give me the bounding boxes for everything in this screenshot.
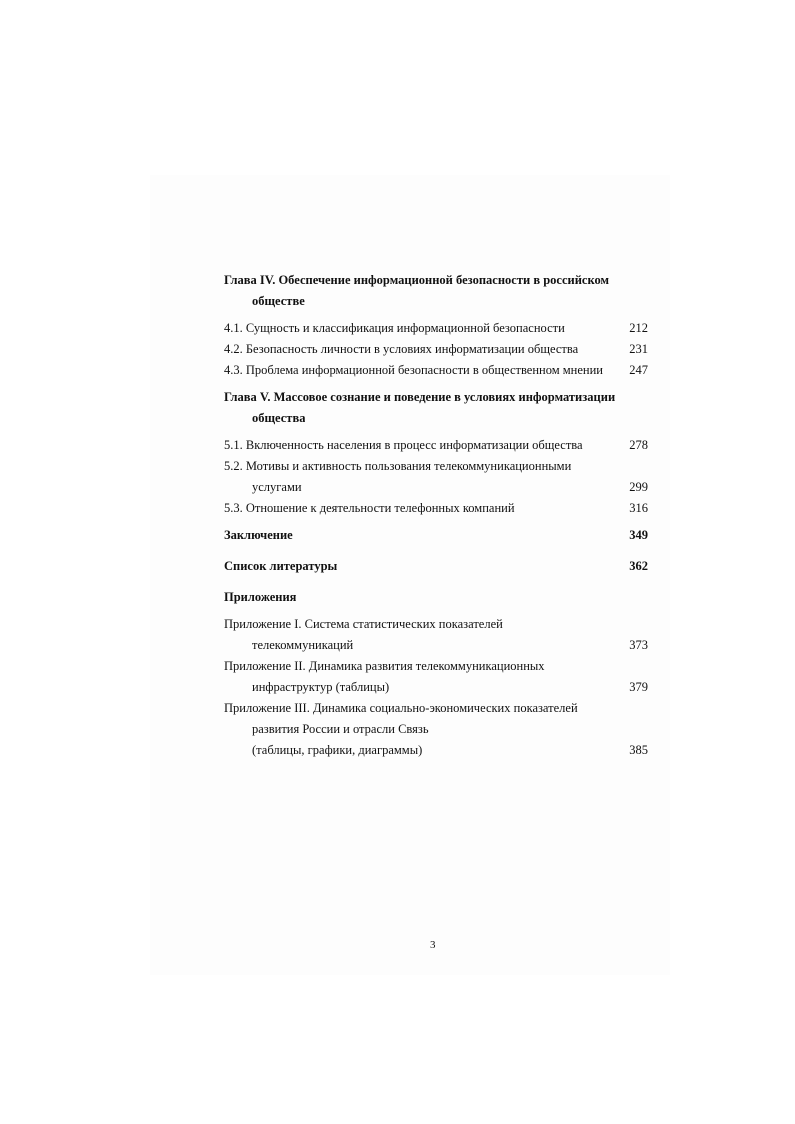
toc-entry-label: 4.3. Проблема информационной безопасности в общественном мнении [224, 363, 603, 377]
chapter-4-heading [224, 270, 648, 291]
toc-entry-page: 385 [629, 743, 648, 757]
chapter-5-title-line2: общества [252, 411, 306, 425]
toc-entry-4-3 [224, 360, 648, 381]
chapter-4-title-line2: обществе [252, 294, 305, 308]
toc-entry-page: 278 [629, 438, 648, 452]
toc-entry-page: 299 [629, 480, 648, 494]
toc-entry-page: 362 [629, 559, 648, 573]
chapter-4-title-line1: Глава IV. Обеспечение информационной безопасности в российском [224, 273, 610, 287]
toc-entry-appendix-3-cont2 [224, 740, 648, 761]
toc-entry-5-1 [224, 435, 648, 456]
toc-entry-label: Список литературы [224, 559, 338, 573]
toc-entry-appendix-2 [224, 656, 648, 677]
toc-entry-page: 212 [629, 321, 648, 335]
page-number: 3 [430, 939, 436, 951]
toc-entry-label: услугами [252, 480, 302, 494]
toc-entry-appendix-1 [224, 614, 648, 635]
toc-entry-label: Приложение III. Динамика социально-экономических показателей [224, 701, 578, 715]
toc-entry-label: Приложение II. Динамика развития телекоммуникационных [224, 659, 545, 673]
toc-entry-label: телекоммуникаций [252, 638, 354, 652]
toc-entry-4-2 [224, 339, 648, 360]
chapter-5-heading [224, 387, 648, 408]
toc-entry-5-2 [224, 456, 648, 477]
toc-entry-label: (таблицы, графики, диаграммы) [252, 743, 423, 757]
toc-entry-page: 247 [629, 363, 648, 377]
toc-entry-appendix-3-cont [224, 719, 648, 740]
toc-entry-label: инфраструктур (таблицы) [252, 680, 390, 694]
chapter-4-heading-cont [224, 291, 648, 312]
chapter-5-heading-cont [224, 408, 648, 429]
toc-entry-5-3 [224, 498, 648, 519]
appendices-title: Приложения [224, 590, 297, 604]
toc-entry-label: 5.1. Включенность населения в процесс информатизации общества [224, 438, 583, 452]
toc-entry-page: 373 [629, 638, 648, 652]
toc-entry-page: 379 [629, 680, 648, 694]
appendices-heading [224, 587, 648, 608]
toc-entry-appendix-2-cont [224, 677, 648, 698]
toc-entry-references [224, 556, 648, 577]
toc-entry-label: 4.2. Безопасность личности в условиях информатизации общества [224, 342, 579, 356]
toc-entry-appendix-1-cont [224, 635, 648, 656]
toc-entry-label: 5.2. Мотивы и активность пользования телекоммуникационными [224, 459, 572, 473]
toc-entry-label: 5.3. Отношение к деятельности телефонных компаний [224, 501, 515, 515]
toc-entry-page: 231 [629, 342, 648, 356]
toc-entry-5-2-cont [224, 477, 648, 498]
toc-entry-conclusion [224, 525, 648, 546]
chapter-5-title-line1: Глава V. Массовое сознание и поведение в условиях информатизации [224, 390, 616, 404]
toc-entry-page: 316 [629, 501, 648, 515]
toc-entry-appendix-3 [224, 698, 648, 719]
table-of-contents [224, 270, 648, 761]
toc-entry-label: развития России и отрасли Связь [252, 722, 429, 736]
toc-entry-label: Приложение I. Система статистических показателей [224, 617, 503, 631]
toc-entry-label: 4.1. Сущность и классификация информационной безопасности [224, 321, 565, 335]
toc-entry-page: 349 [629, 528, 648, 542]
toc-entry-4-1 [224, 318, 648, 339]
toc-entry-label: Заключение [224, 528, 293, 542]
